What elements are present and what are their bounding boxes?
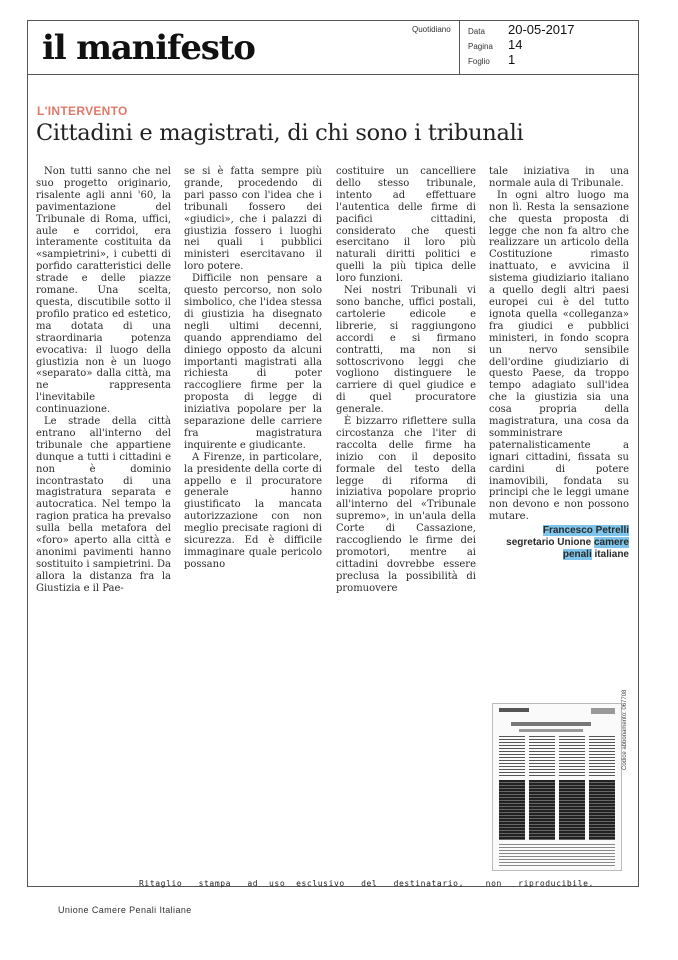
paragraph: Difficile non pensare a questo percorso, non solo simbolico, che l'idea stessa di giustizia ha disegnato negli ultimi decenni, quando apprendiamo del diniego opposto da alcuni importanti magistrati alla richiesta di poter raccogliere firme per la proposta di legge di iniziativa popolare per la separazione delle carriere fra magistratura inquirente e giudicante. (184, 273, 322, 451)
meta-page-label: Pagina (468, 42, 493, 51)
subscription-code: Codice abbonamento: 067708 (622, 689, 628, 770)
thumbnail-highlight-block (589, 780, 615, 840)
author-signature (489, 525, 629, 561)
article-column-2 (184, 166, 322, 571)
thumbnail-highlight-block (529, 780, 555, 840)
thumbnail-footer-block (499, 844, 615, 866)
paragraph: A Firenze, in particolare, la presidente della corte di appello e il procuratore generale hanno giustificato la mancata autorizzazione con non meglio precisate ragioni di sicurezza. Ed è difficile immaginare quale pericolo possano (184, 451, 322, 570)
article-column-1 (36, 166, 171, 595)
paragraph: È bizzarro riflettere sulla circostanza che l'iter di raccolta delle firme ha inizio con il deposito formale del testo della legge di riforma di iniziativa popolare proprio all'interno del «Tribunale supremo», in un'aula della Corte di Cassazione, raccogliendo le firme dei promotori, mentre ai cittadini dovrebbe essere preclusa la possibilità di promuovere (336, 416, 476, 594)
thumbnail-text-block (499, 736, 525, 776)
article-headline: Cittadini e magistrati, di chi sono i tribunali (36, 120, 524, 146)
thumbnail-text-block (559, 736, 585, 776)
publication-type: Quotidiano (412, 25, 451, 34)
thumbnail-text-block (529, 736, 555, 776)
paragraph: se si è fatta sempre più grande, procedendo di pari passo con l'idea che i tribunali fossero dei «giudici», che i palazzi di giustizia fossero i luoghi nei quali i pubblici ministeri esercitavano il loro potere. (184, 166, 322, 273)
thumbnail-masthead (499, 708, 529, 712)
author-role-highlight: camere (593, 537, 629, 549)
paragraph: tale iniziativa in una normale aula di Tribunale. (489, 166, 629, 189)
newspaper-masthead: il manifesto (42, 28, 255, 68)
author-role-prefix: segretario Unione (506, 537, 594, 549)
thumbnail-title (511, 722, 591, 726)
thumbnail-meta (591, 708, 615, 714)
meta-date-value: 20-05-2017 (508, 22, 575, 37)
author-role-highlight: penali (562, 549, 592, 561)
article-column-4 (489, 166, 629, 561)
paragraph: In ogni altro luogo ma non lì. Resta la sensazione che questa proposta di legge che non fa altro che realizzare un articolo della Costituzione rimasto inattuato, e avvicina il sistema giudiziario italiano a quello degli altri paesi europei cui è del tutto ignota quella «colleganza» fra giudici e pubblici ministeri, in fondo scopra un nervo sensibile dell'ordine giudiziario di questo Paese, da troppo tempo adagiato sull'idea che la giustizia sia una cosa propria della magistratura, una cosa da somministrare paternalisticamente a ignari cittadini, fissata su cardini di potere inamovibili, fondata su principi che le leggi umane non devono e non possono mutare. (489, 189, 629, 523)
thumbnail-text-block (589, 736, 615, 776)
paragraph: Nei nostri Tribunali vi sono banche, uffici postali, cartolerie edicole e librerie, si raggiungono accordi e si firmano contratti, ma non si sottoscrivono leggi che vogliono distinguere le carriere di quel giudice e di quel procuratore generale. (336, 285, 476, 416)
thumbnail-subtitle (519, 729, 583, 732)
author-name: Francesco Petrelli (542, 525, 629, 537)
author-role (489, 537, 629, 561)
meta-date-label: Data (468, 27, 485, 36)
header-divider (459, 20, 460, 75)
thumbnail-highlight-block (559, 780, 585, 840)
page-thumbnail (492, 703, 622, 871)
meta-sheet-label: Foglio (468, 57, 490, 66)
thumbnail-highlight-block (499, 780, 525, 840)
meta-sheet-value: 1 (508, 52, 516, 67)
source-label: Unione Camere Penali Italiane (58, 905, 192, 915)
paragraph: Non tutti sanno che nel suo progetto originario, risalente agli anni '60, la pavimentazione del Tribunale di Roma, uffici, aule e corridoi, era interamente costituita da «sampietrini», i cubetti di porfido caratteristici delle strade e delle piazze romane. Una scelta, questa, discutibile sotto il profilo pratico ed estetico, ma dotata di una straordinaria potenza evocativa: il luogo della giustizia non è un luogo «separato» dalla città, ma ne rappresenta l'inevitabile continuazione. (36, 166, 171, 416)
paragraph: costituire un cancelliere dello stesso tribunale, intento ad effettuare l'autentica delle firme di pacifici cittadini, considerato che questi esercitano il loro più naturali diritti politici e quelli la più tipica delle loro funzioni. (336, 166, 476, 285)
article-column-3 (336, 166, 476, 595)
author-role-suffix: italiane (591, 549, 629, 561)
reproduction-notice: Ritaglio stampa ad uso esclusivo del destinatario, non riproducibile. (139, 879, 594, 888)
meta-page-value: 14 (508, 37, 523, 52)
article-kicker: L'INTERVENTO (37, 104, 128, 118)
paragraph: Le strade della città entrano all'interno del tribunale che appartiene dunque a tutti i cittadini e non è dominio incontrastato di una magistratura separata e autocratica. Nel tempo la ragion pratica ha prevalso sulla bella metafora del «foro» aperto alla città e anonimi pavimenti hanno sostituito i sampietrini. Da allora la distanza fra la Giustizia e il Pae- (36, 416, 171, 594)
